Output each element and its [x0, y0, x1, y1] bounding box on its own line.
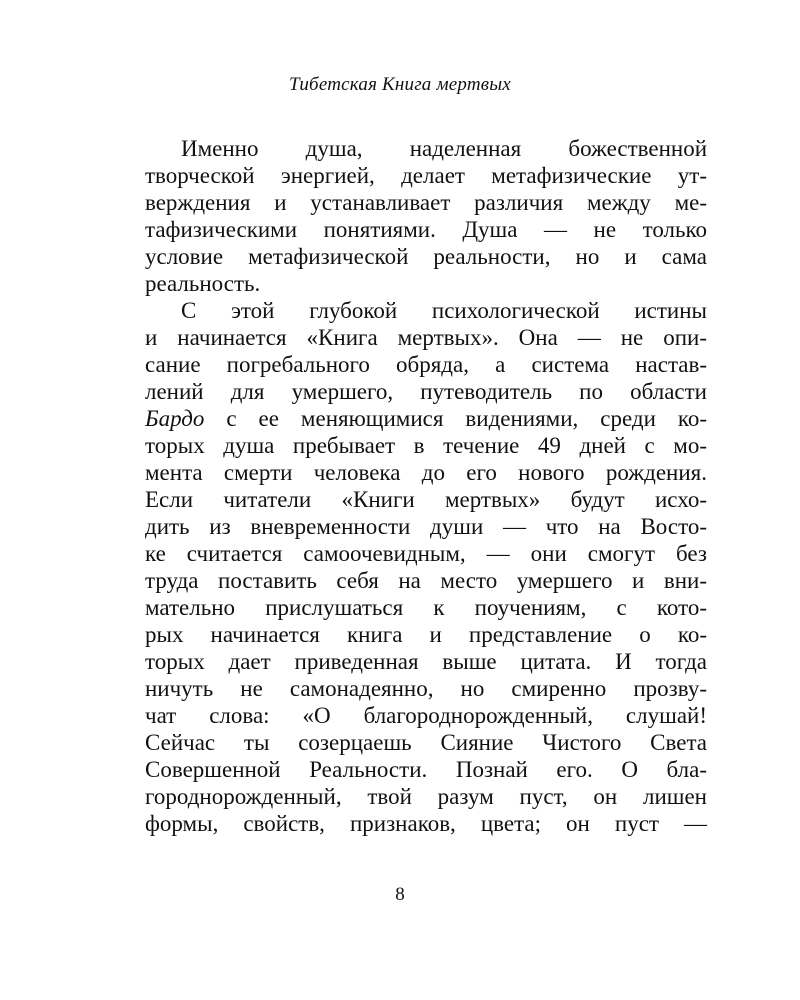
- text-line: тафизическими понятиями. Душа — не только: [145, 217, 707, 242]
- text-line: условие метафизической реальности, но и сама: [145, 244, 707, 269]
- text-line: торых душа пребывает в течение 49 дней с мо-: [145, 433, 707, 458]
- text-line: Если читатели «Книги мертвых» будут исхо-: [145, 487, 707, 512]
- text-line-rest: с ее меняющимися видениями, среди ко-: [226, 406, 708, 431]
- text-line: Сейчас ты созерцаешь Сияние Чистого Света: [145, 730, 707, 755]
- text-line: Именно душа, наделенная божественной: [181, 136, 707, 161]
- text-line: лений для умершего, путеводитель по области: [145, 379, 707, 404]
- text-line: сание погребального обряда, а система настав-: [145, 352, 707, 377]
- text-line: дить из вневременности души — что на Восто-: [145, 514, 707, 539]
- text-line: творческой энергией, делает метафизические ут-: [145, 163, 707, 188]
- text-line: чат слова: «О благороднорожденный, слушай!: [145, 703, 707, 728]
- text-line: формы, свойств, признаков, цвета; он пуст —: [145, 811, 707, 836]
- italic-term-bardo: Бардо: [145, 406, 205, 431]
- body-text: [145, 135, 707, 837]
- running-header: Тибетская Книга мертвых: [289, 74, 511, 95]
- text-line-with-term: [145, 405, 707, 432]
- text-line: реальность.: [145, 271, 261, 296]
- text-line: мательно прислушаться к поучениям, с кото-: [145, 595, 707, 620]
- text-line: Совершенной Реальности. Познай его. О бла-: [145, 757, 707, 782]
- text-line: рых начинается книга и представление о ко-: [145, 622, 707, 647]
- text-line: городнорожденный, твой разум пуст, он лишен: [145, 784, 707, 809]
- text-line: труда поставить себя на место умершего и вни-: [145, 568, 707, 593]
- text-line: С этой глубокой психологической истины: [181, 298, 707, 323]
- text-line: мента смерти человека до его нового рождения.: [145, 460, 707, 485]
- text-line: ке считается самоочевидным, — они смогут без: [145, 541, 707, 566]
- text-line: верждения и устанавливает различия между ме-: [145, 190, 707, 215]
- text-line: торых дает приведенная выше цитата. И тогда: [145, 649, 707, 674]
- page-number: 8: [395, 884, 405, 905]
- text-line: ничуть не самонадеянно, но смиренно прозву-: [145, 676, 707, 701]
- text-line: и начинается «Книга мертвых». Она — не опи-: [145, 325, 707, 350]
